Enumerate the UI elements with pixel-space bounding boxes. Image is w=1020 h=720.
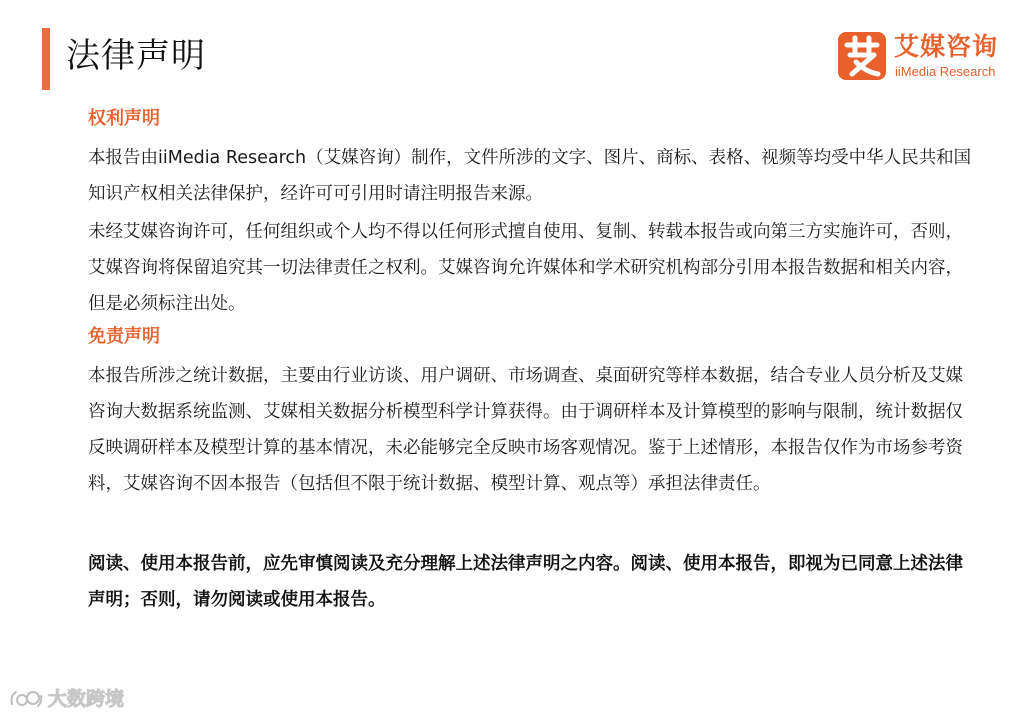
closing-statement: 阅读、使用本报告前，应先审慎阅读及充分理解上述法律声明之内容。阅读、使用本报告，即视为已同意上述法律声明；否则，请勿阅读或使用本报告。 — [88, 554, 963, 610]
watermark-logo-icon — [8, 686, 44, 712]
rights-paragraph-1: 本报告由iiMedia Research（艾媒咨询）制作，文件所涉的文字、图片、商标、表格、视频等均受中华人民共和国知识产权相关法律保护，经许可可引用时请注明报告来源。 — [88, 148, 972, 204]
disclaimer-paragraph: 本报告所涉之统计数据，主要由行业访谈、用户调研、市场调查、桌面研究等样本数据，结合专业人员分析及艾媒咨询大数据系统监测、艾媒相关数据分析模型科学计算获得。由于调研样本及计算模型的影响与限制，统计数据仅反映调研样本及模型计算的基本情况，未必能够完全反映市场客观情况。鉴于上述情形，本报告仅作为市场参考资料，艾媒咨询不因本报告（包括但不限于统计数据、模型计算、观点等）承担法律责任。 — [88, 366, 963, 494]
watermark-text: 大数跨境 — [48, 688, 125, 710]
logo-mark-icon — [838, 32, 886, 80]
page-title: 法律声明 — [66, 36, 206, 76]
legal-content — [88, 104, 978, 618]
rights-paragraph-2: 未经艾媒咨询许可，任何组织或个人均不得以任何形式擅自使用、复制、转载本报告或向第三方实施许可，否则，艾媒咨询将保留追究其一切法律责任之权利。艾媒咨询允许媒体和学术研究机构部分引用本报告数据和相关内容，但是必须标注出处。 — [88, 222, 963, 314]
title-accent-bar — [42, 28, 50, 90]
section-heading-rights: 权利声明 — [88, 108, 160, 129]
watermark — [8, 684, 148, 714]
section-heading-disclaimer: 免责声明 — [88, 326, 160, 347]
logo-name-en: iiMedia Research — [895, 64, 996, 79]
iimedia-logo — [838, 32, 1008, 88]
logo-name-cn: 艾媒咨询 — [894, 32, 999, 61]
